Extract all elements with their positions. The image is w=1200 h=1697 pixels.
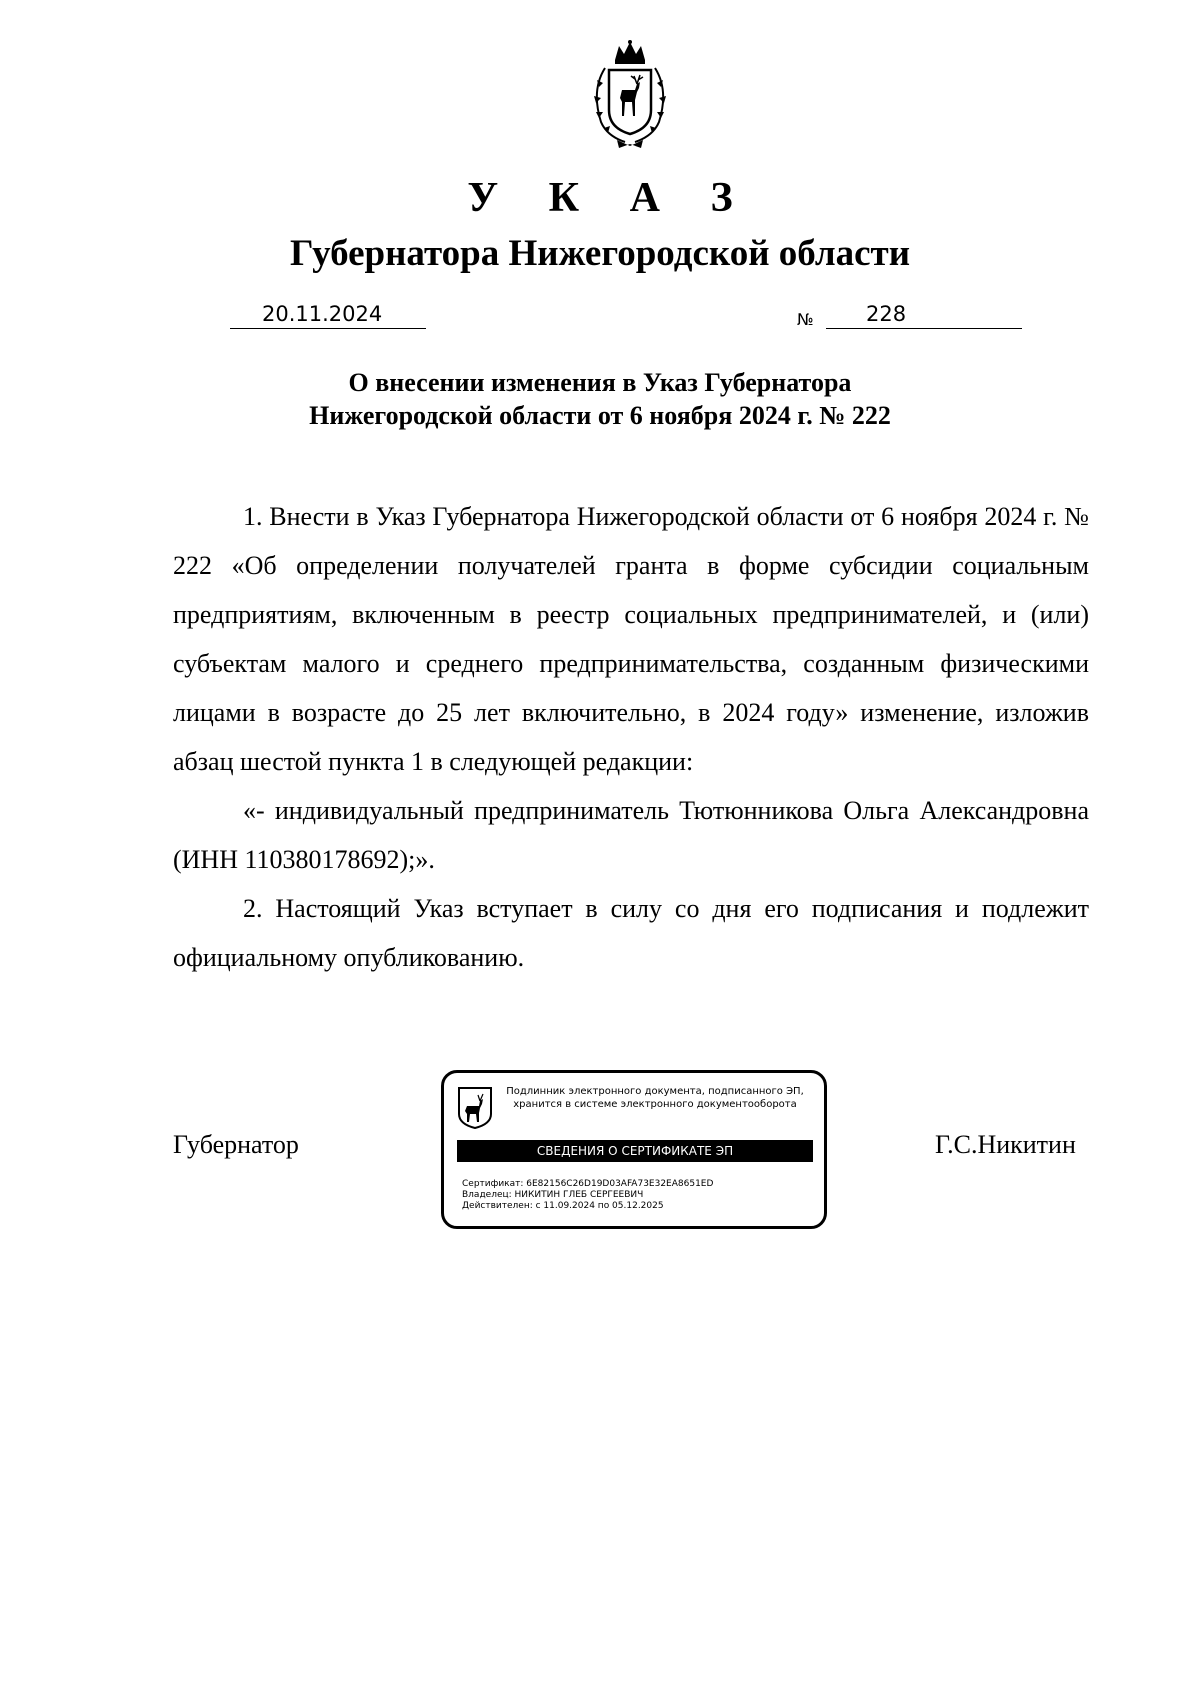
issuer-title: Губернатора Нижегородской области	[289, 233, 911, 274]
signer-name: Г.С.Никитин	[935, 1130, 1076, 1159]
paragraph-1: 1. Внести в Указ Губернатора Нижегородской области от 6 ноября 2024 г. № 222 «Об определении получателей гранта в форме субсидии социальным предприятиям, включенным в реестр социальных предпринимателей, и (или) субъектам малого и среднего предпринимательства, созданным физическими лицами в возрасте до 25 лет включительно, в 2024 году» изменение, изложив абзац шестой пункта 1 в следующей редакции:	[173, 502, 1089, 776]
document-body	[173, 492, 1089, 982]
document-date: 20.11.2024	[262, 302, 383, 326]
paragraph-3: 2. Настоящий Указ вступает в силу со дня его подписания и подлежит официальному опубликованию.	[173, 894, 1089, 972]
number-sign: №	[797, 310, 814, 329]
subject-line-2: Нижегородской области от 6 ноября 2024 г. № 222	[309, 401, 891, 430]
document-number: 228	[866, 302, 907, 326]
subject-line-1: О внесении изменения в Указ Губернатора	[348, 368, 852, 397]
certificate-id: Сертификат: 6E82156C26D19D03AFA73E32EA8651ED	[462, 1179, 714, 1189]
document-subject	[0, 366, 1200, 432]
stamp-note-line-2: хранится в системе электронного документооборота	[513, 1099, 797, 1110]
certificate-owner: Владелец: НИКИТИН ГЛЕБ СЕРГЕЕВИЧ	[462, 1190, 644, 1200]
paragraph-2: «- индивидуальный предприниматель Тютюнникова Ольга Александровна (ИНН 110380178692);».	[173, 796, 1089, 874]
deer-emblem-icon	[457, 1086, 493, 1130]
coat-of-arms-icon	[577, 40, 683, 150]
document-type-title: У К А З	[467, 175, 753, 221]
electronic-signature-stamp	[441, 1070, 827, 1229]
number-underline	[826, 302, 1022, 329]
certificate-details	[462, 1179, 713, 1212]
certificate-info-bar: СВЕДЕНИЯ О СЕРТИФИКАТЕ ЭП	[457, 1140, 813, 1162]
stamp-note-line-1: Подлинник электронного документа, подписанного ЭП,	[506, 1086, 804, 1097]
signer-position: Губернатор	[173, 1130, 299, 1159]
stamp-note	[494, 1085, 816, 1111]
certificate-validity: Действителен: с 11.09.2024 по 05.12.2025	[462, 1201, 664, 1211]
